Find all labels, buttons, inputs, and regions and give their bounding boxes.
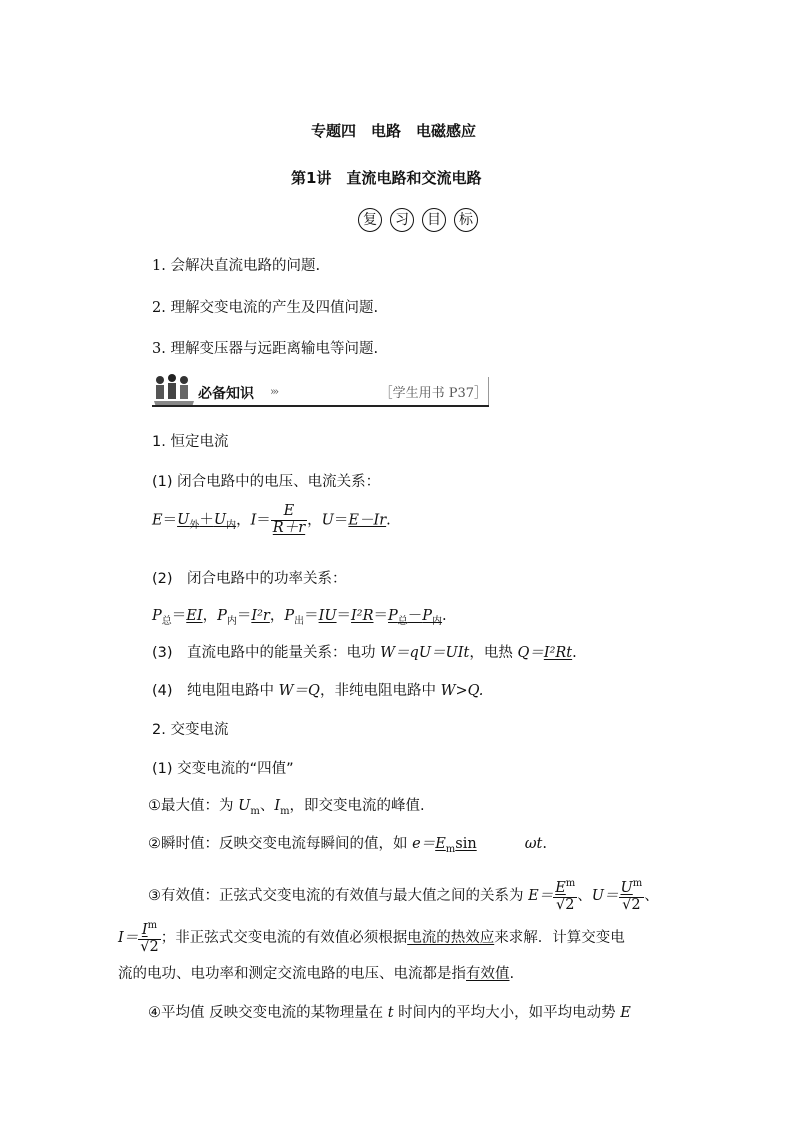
banner-underline <box>152 405 489 407</box>
paragraph-effective-end: 流的电功、电功率和测定交流电路的电压、电流都是指有效值. <box>118 966 515 982</box>
paragraph: (1) 交变电流的“四值” <box>152 761 294 777</box>
review-char: 复 <box>358 208 382 232</box>
review-char: 标 <box>454 208 478 232</box>
goal-item: 1. 会解决直流电路的问题. <box>152 258 321 274</box>
paragraph-resistance: (4) 纯电阻电路中 W＝Q，非纯电阻电路中 W>Q. <box>152 683 484 699</box>
section-heading: 2. 交变电流 <box>152 722 229 738</box>
goal-item: 2. 理解交变电流的产生及四值问题. <box>152 300 379 316</box>
banner-divider <box>488 377 489 405</box>
section-banner <box>152 373 489 409</box>
paragraph-instant: ②瞬时值：反映交变电流每瞬间的值，如 $e=E_m\sin$ ωt. <box>148 836 547 855</box>
lesson-title: 第1讲 直流电路和交流电路 <box>291 169 482 187</box>
paragraph-effective-cont: I＝ $\frac{I^m}{√2}$ ；非正弦式交变电流的有效值必须根据电流的热效应来求解．计算交变电 <box>118 920 625 955</box>
review-char: 习 <box>390 208 414 232</box>
goal-item: 3. 理解变压器与远距离输电等问题. <box>152 341 379 357</box>
paragraph-max: ①最大值：为 $U_m$、$I_m$，即交变电流的峰值. <box>148 798 425 817</box>
review-char: 目 <box>422 208 446 232</box>
paragraph: (1) 闭合电路中的电压、电流关系： <box>152 474 381 490</box>
paragraph-average: ④平均值 反映交变电流的某物理量在 t 时间内的平均大小，如平均电动势 E <box>148 1005 631 1021</box>
chapter-title: 专题四 电路 电磁感应 <box>311 122 477 140</box>
section-heading: 1. 恒定电流 <box>152 434 229 450</box>
paragraph: (2) 闭合电路中的功率关系： <box>152 571 347 587</box>
paragraph-energy: (3) 直流电路中的能量关系：电功 W＝qU＝UIt，电热 Q＝I²Rt. <box>152 645 577 661</box>
formula-current-voltage: $E=U_外+U_内$，I＝ $\frac{E}{R+r}$ ，U＝E－Ir. <box>152 503 391 536</box>
double-arrow-icon: ››› <box>270 385 278 398</box>
banner-ref: ［学生用书 P37］ <box>379 386 487 401</box>
review-goals-heading <box>358 208 486 232</box>
banner-label: 必备知识 <box>198 386 254 402</box>
paragraph-effective: ③有效值：正弦式交变电流的有效值与最大值之间的关系为 E＝ $\frac{E^m}{√2}$ 、U＝ $\frac{U^m}{√2}$ 、 <box>148 878 659 913</box>
students-icon <box>152 373 196 407</box>
formula-power: $P_总=EI$，$P_内=I^2r$，$P_出=IU=I^2R=P_总-P_内$. <box>152 608 447 627</box>
